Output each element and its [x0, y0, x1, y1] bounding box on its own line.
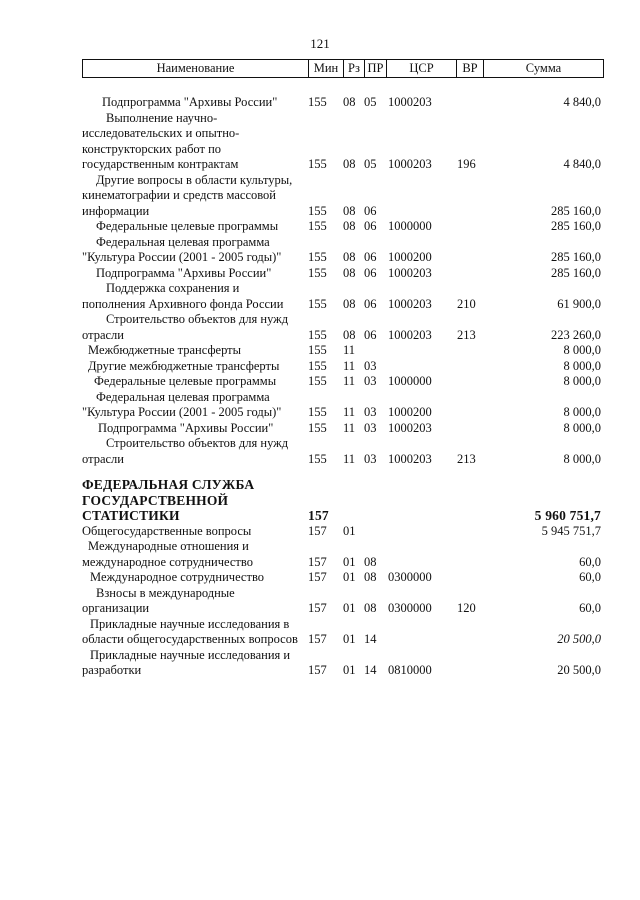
- right-margin: [603, 617, 640, 648]
- cell-min: 155: [308, 327, 327, 342]
- right-margin: [603, 421, 640, 437]
- right-margin: [603, 219, 640, 235]
- table-row: [0, 343, 640, 359]
- table-row: [0, 312, 640, 343]
- table-row: [0, 111, 640, 173]
- cell-rz: [343, 477, 364, 524]
- right-margin: [603, 586, 640, 617]
- cell-min: 155: [308, 296, 327, 311]
- cell-rz: 11: [343, 358, 356, 373]
- table-row: [0, 235, 640, 266]
- cell-sum: 61 900,0: [557, 296, 601, 311]
- cell-pr: 06: [364, 219, 377, 233]
- cell-csr: 1000203: [388, 265, 432, 280]
- table-header: [82, 59, 604, 78]
- cell-min: 155: [308, 203, 327, 218]
- cell-min: 157: [308, 508, 329, 523]
- cell-min: 155: [308, 358, 327, 373]
- cell-sum: 60,0: [579, 570, 601, 584]
- cell-rz: 01: [343, 663, 356, 677]
- cell-sum: 60,0: [579, 601, 601, 615]
- cell-rz: 08: [343, 296, 356, 311]
- cell-min: 155: [308, 343, 327, 357]
- left-margin: [0, 648, 82, 679]
- cell-vr: [456, 570, 483, 586]
- left-margin: [0, 617, 82, 648]
- cell-min: 157: [308, 663, 327, 677]
- right-margin: [603, 173, 640, 220]
- cell-vr: [456, 374, 483, 390]
- table-row: [0, 570, 640, 586]
- cell-pr: 03: [364, 374, 377, 388]
- cell-vr: [456, 266, 483, 282]
- row-name: ФЕДЕРАЛЬНАЯ СЛУЖБА ГОСУДАРСТВЕННОЙ СТАТИСТИКИ: [82, 477, 255, 523]
- cell-sum: 285 160,0: [551, 219, 601, 233]
- cell-sum: 8 000,0: [563, 420, 601, 435]
- left-margin: [0, 343, 82, 359]
- right-margin: [603, 235, 640, 266]
- cell-pr: 08: [364, 601, 377, 615]
- right-margin: [603, 95, 640, 111]
- row-name: Прикладные научные исследования и разработки: [82, 647, 291, 677]
- cell-csr: 1000000: [388, 374, 432, 388]
- cell-rz: 08: [343, 327, 356, 342]
- cell-vr: [456, 477, 483, 524]
- header-name: Наименование: [83, 60, 309, 78]
- cell-min: 155: [308, 95, 327, 109]
- cell-rz: 11: [343, 343, 356, 357]
- table-row: [0, 477, 640, 524]
- row-name: Подпрограмма "Архивы России": [96, 265, 272, 280]
- table-row: [0, 421, 640, 437]
- cell-pr: [364, 343, 386, 359]
- row-name: Федеральные целевые программы: [94, 374, 277, 388]
- cell-pr: 03: [364, 405, 377, 419]
- cell-csr: [386, 617, 456, 648]
- cell-vr: [456, 421, 483, 437]
- cell-pr: 05: [364, 157, 377, 171]
- row-name: Международные отношения и международное сотрудничество: [82, 539, 253, 569]
- page-number: 121: [310, 36, 330, 51]
- left-margin: [0, 111, 82, 173]
- budget-table: [0, 95, 640, 679]
- cell-sum: 8 000,0: [563, 405, 601, 419]
- right-margin: [603, 570, 640, 586]
- header-min: Мин: [309, 60, 344, 78]
- table-row: [0, 436, 640, 467]
- cell-vr: [456, 390, 483, 421]
- cell-sum: 8 000,0: [563, 451, 601, 466]
- cell-vr: [456, 173, 483, 220]
- cell-vr: 120: [457, 601, 476, 615]
- cell-csr: 1000203: [388, 296, 432, 311]
- left-margin: [0, 421, 82, 437]
- header-pr: ПР: [365, 60, 387, 78]
- cell-csr: 0300000: [388, 570, 432, 584]
- right-margin: [603, 266, 640, 282]
- cell-csr: [386, 343, 456, 359]
- cell-sum: 4 840,0: [563, 157, 601, 171]
- cell-vr: [456, 95, 483, 111]
- cell-pr: 14: [364, 663, 377, 677]
- right-margin: [603, 648, 640, 679]
- table-row: [0, 173, 640, 220]
- table-row: [0, 586, 640, 617]
- table-row: [0, 374, 640, 390]
- cell-sum: 285 160,0: [551, 265, 601, 280]
- left-margin: [0, 281, 82, 312]
- row-name: Выполнение научно-исследовательских и опытно-конструкторских работ по государственным контрактам: [82, 110, 240, 171]
- right-margin: [603, 539, 640, 570]
- cell-sum: 60,0: [579, 554, 601, 569]
- right-margin: [603, 477, 640, 524]
- row-name: Общегосударственные вопросы: [82, 523, 252, 538]
- left-margin: [0, 477, 82, 524]
- right-margin: [603, 374, 640, 390]
- cell-min: 155: [308, 405, 327, 419]
- table-row: [0, 617, 640, 648]
- cell-sum: 285 160,0: [551, 250, 601, 264]
- cell-sum: 8 000,0: [563, 374, 601, 388]
- cell-csr: 1000203: [388, 327, 432, 342]
- cell-pr: 08: [364, 570, 377, 584]
- row-name: Прикладные научные исследования в области общегосударственных вопросов: [82, 616, 298, 646]
- cell-rz: 08: [343, 219, 356, 233]
- cell-vr: [456, 648, 483, 679]
- cell-sum: 4 840,0: [563, 95, 601, 109]
- row-name: Поддержка сохранения и пополнения Архивного фонда России: [82, 281, 284, 311]
- cell-sum: 8 000,0: [563, 358, 601, 373]
- cell-pr: [364, 477, 386, 524]
- header-rz: Рз: [344, 60, 365, 78]
- cell-min: 157: [308, 601, 327, 615]
- cell-rz: 11: [343, 405, 356, 419]
- table-row: [0, 219, 640, 235]
- cell-min: 155: [308, 250, 327, 264]
- table-row: [0, 390, 640, 421]
- right-margin: [603, 524, 640, 540]
- left-margin: [0, 390, 82, 421]
- row-name: Другие межбюджетные трансферты: [88, 358, 280, 373]
- cell-pr: 14: [364, 632, 377, 646]
- cell-vr: [456, 219, 483, 235]
- cell-min: 155: [308, 420, 327, 435]
- cell-min: 157: [308, 523, 327, 538]
- cell-csr: 1000200: [388, 250, 432, 264]
- cell-sum: 5 960 751,7: [534, 508, 601, 523]
- cell-vr: [456, 539, 483, 570]
- left-margin: [0, 95, 82, 111]
- cell-csr: [386, 477, 456, 524]
- cell-csr: 1000000: [388, 219, 432, 233]
- cell-sum: 5 945 751,7: [541, 523, 601, 538]
- cell-csr: 1000203: [388, 157, 432, 171]
- right-margin: [603, 359, 640, 375]
- cell-rz: 11: [343, 451, 356, 466]
- cell-vr: [456, 617, 483, 648]
- right-margin: [603, 312, 640, 343]
- header-sum: Сумма: [484, 60, 604, 78]
- cell-min: 157: [308, 632, 327, 646]
- cell-sum: 223 260,0: [551, 327, 601, 342]
- row-name: Федеральная целевая программа "Культура России (2001 - 2005 годы)": [82, 389, 282, 419]
- row-name: Федеральные целевые программы: [96, 219, 279, 233]
- table-row: [0, 281, 640, 312]
- table-row: [0, 95, 640, 111]
- cell-min: 155: [308, 374, 327, 388]
- cell-csr: 0300000: [388, 601, 432, 615]
- cell-min: 155: [308, 451, 327, 466]
- right-margin: [603, 390, 640, 421]
- cell-pr: 03: [364, 358, 377, 373]
- left-margin: [0, 570, 82, 586]
- row-name: Межбюджетные трансферты: [88, 343, 242, 357]
- row-name: Строительство объектов для нужд отрасли: [82, 436, 289, 466]
- cell-csr: 1000203: [388, 420, 432, 435]
- row-name: Подпрограмма "Архивы России": [102, 95, 278, 109]
- cell-rz: 08: [343, 157, 356, 171]
- row-name: Подпрограмма "Архивы России": [98, 420, 274, 435]
- right-margin: [603, 111, 640, 173]
- cell-pr: 03: [364, 451, 377, 466]
- cell-rz: 08: [343, 250, 356, 264]
- row-name: Строительство объектов для нужд отрасли: [82, 312, 289, 342]
- right-margin: [603, 436, 640, 467]
- cell-pr: 08: [364, 554, 377, 569]
- left-margin: [0, 586, 82, 617]
- row-name: Взносы в международные организации: [82, 585, 235, 615]
- cell-pr: 06: [364, 250, 377, 264]
- cell-pr: 05: [364, 95, 377, 109]
- cell-min: 157: [308, 554, 327, 569]
- cell-min: 155: [308, 157, 327, 171]
- header-vr: ВР: [457, 60, 484, 78]
- cell-pr: 06: [364, 203, 377, 218]
- cell-vr: 213: [457, 451, 476, 466]
- cell-rz: 08: [343, 95, 356, 109]
- table-row: [0, 524, 640, 540]
- header-csr: ЦСР: [387, 60, 457, 78]
- cell-csr: 1000203: [388, 95, 432, 109]
- cell-vr: [456, 343, 483, 359]
- cell-pr: 06: [364, 296, 377, 311]
- cell-vr: 210: [457, 296, 476, 311]
- right-margin: [603, 281, 640, 312]
- cell-vr: [456, 235, 483, 266]
- left-margin: [0, 173, 82, 220]
- cell-min: 157: [308, 570, 327, 584]
- left-margin: [0, 359, 82, 375]
- row-name: Федеральная целевая программа "Культура России (2001 - 2005 годы)": [82, 234, 282, 264]
- left-margin: [0, 374, 82, 390]
- cell-sum: 285 160,0: [551, 203, 601, 218]
- cell-pr: 06: [364, 327, 377, 342]
- cell-rz: 11: [343, 420, 356, 435]
- cell-csr: 1000203: [388, 451, 432, 466]
- cell-rz: 01: [343, 570, 356, 584]
- left-margin: [0, 266, 82, 282]
- left-margin: [0, 219, 82, 235]
- left-margin: [0, 312, 82, 343]
- cell-rz: 01: [343, 523, 356, 538]
- cell-rz: 11: [343, 374, 356, 388]
- table-row: [0, 539, 640, 570]
- cell-vr: [456, 524, 483, 540]
- cell-csr: [386, 539, 456, 570]
- cell-rz: 01: [343, 554, 356, 569]
- cell-min: 155: [308, 219, 327, 233]
- cell-csr: [386, 359, 456, 375]
- right-margin: [603, 343, 640, 359]
- left-margin: [0, 235, 82, 266]
- row-name: Международное сотрудничество: [90, 570, 265, 584]
- cell-csr: 0810000: [388, 663, 432, 677]
- cell-rz: 01: [343, 632, 356, 646]
- cell-sum: 20 500,0: [557, 663, 601, 677]
- cell-pr: 03: [364, 420, 377, 435]
- cell-csr: 1000200: [388, 405, 432, 419]
- table-row: [0, 266, 640, 282]
- left-margin: [0, 436, 82, 467]
- cell-pr: [364, 524, 386, 540]
- left-margin: [0, 539, 82, 570]
- row-name: Другие вопросы в области культуры, кинематографии и средств массовой информации: [82, 172, 293, 218]
- cell-rz: 01: [343, 601, 356, 615]
- cell-rz: 08: [343, 265, 356, 280]
- cell-vr: [456, 359, 483, 375]
- cell-sum: 20 500,0: [557, 632, 601, 646]
- cell-rz: 08: [343, 203, 356, 218]
- table-row: [0, 359, 640, 375]
- cell-csr: [386, 173, 456, 220]
- table-row: [0, 648, 640, 679]
- left-margin: [0, 524, 82, 540]
- cell-vr: 196: [457, 157, 476, 171]
- cell-min: 155: [308, 265, 327, 280]
- cell-pr: 06: [364, 265, 377, 280]
- cell-sum: 8 000,0: [563, 343, 601, 357]
- cell-csr: [386, 524, 456, 540]
- cell-vr: 213: [457, 327, 476, 342]
